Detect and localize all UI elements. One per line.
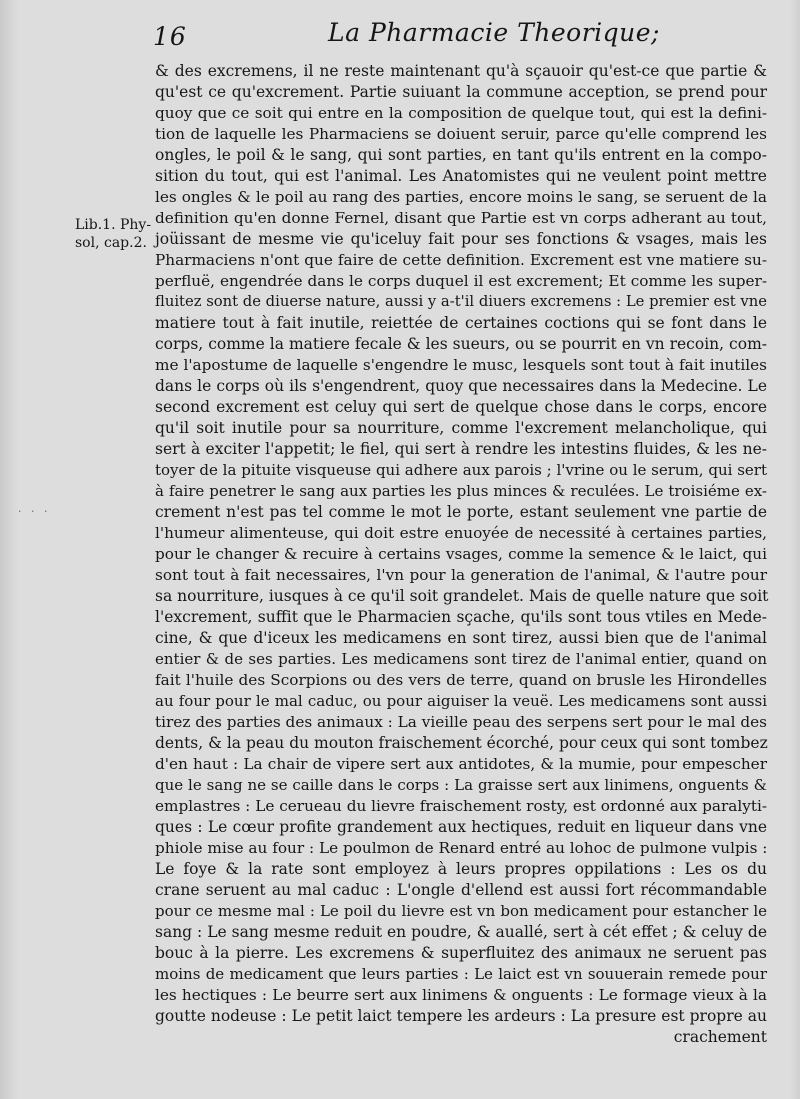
text-line: dans le corps où ils s'engendrent, quoy que necessaires dans la Medecine. Le <box>155 377 767 395</box>
text-line: emplastres : Le cerueau du lievre fraischement rosty, est ordonné aux paralyti- <box>155 797 767 815</box>
text-line: crement n'est pas tel comme le mot le porte, estant seulement vne partie de <box>155 503 767 521</box>
text-line: matiere tout à fait inutile, reiettée de certaines coctions qui se font dans le <box>155 314 767 332</box>
text-line: goutte nodeuse : Le petit laict tempere les ardeurs : La presure est propre au <box>155 1007 767 1025</box>
text-line: pour le changer & recuire à certains vsages, comme la semence & le laict, qui <box>155 545 767 563</box>
text-line: sa nourriture, iusques à ce qu'il soit grandelet. Mais de quelle nature que soit <box>155 587 769 605</box>
text-line: que le sang ne se caille dans le corps : La graisse sert aux linimens, onguents & <box>155 776 767 794</box>
text-line: perfluë, engendrée dans le corps duquel il est excrement; Et comme les super- <box>155 272 767 290</box>
text-line: fluitez sont de diuerse nature, aussi y a-t'il diuers excremens : Le premier est vne <box>155 293 767 310</box>
page-edge-mark <box>795 742 798 752</box>
text-line: qu'est ce qu'excrement. Partie suiuant la commune acception, se prend pour <box>155 83 767 101</box>
text-line: corps, comme la matiere fecale & les sueurs, ou se pourrit en vn recoin, com- <box>155 335 767 353</box>
marginal-note-line-1: Lib.1. Phy- <box>75 217 152 233</box>
running-title: La Pharmacie Theorique; <box>328 18 660 47</box>
text-line: sont tout à fait necessaires, l'vn pour la generation de l'animal, & l'autre pour <box>155 566 767 584</box>
text-line: cine, & que d'iceux les medicamens en sont tirez, aussi bien que de l'animal <box>155 629 767 647</box>
text-line: joüissant de mesme vie qu'iceluy fait pour ses fonctions & vsages, mais les <box>155 230 767 248</box>
text-line: entier & de ses parties. Les medicamens sont tirez de l'animal entier, quand on <box>155 650 767 668</box>
marginal-note-line-2: sol, cap.2. <box>75 235 147 251</box>
text-line: à faire penetrer le sang aux parties les plus minces & reculées. Le troisiéme ex- <box>155 482 767 500</box>
text-line: dents, & la peau du mouton fraischement écorché, pour ceux qui sont tombez <box>155 734 768 752</box>
text-line: l'excrement, suffit que le Pharmacien sçache, qu'ils sont tous vtiles en Mede- <box>155 608 767 626</box>
faint-margin-mark: · · · <box>18 505 51 518</box>
page-number: 16 <box>153 22 187 51</box>
text-line: sang : Le sang mesme reduit en poudre, & auallé, sert à cét effet ; & celuy de <box>155 923 767 941</box>
text-line: pour ce mesme mal : Le poil du lievre est vn bon medicament pour estancher le <box>155 902 767 920</box>
text-line: phiole mise au four : Le poulmon de Renard entré au lohoc de pulmone vulpis : <box>155 839 768 857</box>
text-line: moins de medicament que leurs parties : Le laict est vn souuerain remede pour <box>155 965 767 983</box>
text-line: Pharmaciens n'ont que faire de cette definition. Excrement est vne matiere su- <box>155 251 767 269</box>
text-line: me l'apostume de laquelle s'engendre le musc, lesquels sont tout à fait inutiles <box>155 356 767 374</box>
text-line: tirez des parties des animaux : La vieille peau des serpens sert pour le mal des <box>155 713 767 731</box>
text-line: toyer de la pituite visqueuse qui adhere aux parois ; l'vrine ou le serum, qui sert <box>155 461 767 479</box>
text-line: & des excremens, il ne reste maintenant qu'à sçauoir qu'est-ce que partie & <box>155 62 767 80</box>
text-line: les hectiques : Le beurre sert aux linimens & onguents : Le formage vieux à la <box>155 986 767 1004</box>
text-line: sition du tout, qui est l'animal. Les Anatomistes qui ne veulent point mettre <box>155 167 767 185</box>
text-line: bouc à la pierre. Les excremens & superfluitez des animaux ne seruent pas <box>155 944 767 962</box>
text-line: Le foye & la rate sont employez à leurs propres oppilations : Les os du <box>155 860 767 878</box>
text-line: fait l'huile des Scorpions ou des vers de terre, quand on brusle les Hirondelles <box>155 671 767 689</box>
text-line: crachement <box>673 1028 767 1046</box>
text-line: crane seruent au mal caduc : L'ongle d'ellend est aussi fort récommandable <box>155 881 767 899</box>
text-line: ques : Le cœur profite grandement aux hectiques, reduit en liqueur dans vne <box>155 818 767 836</box>
text-line: definition qu'en donne Fernel, disant que Partie est vn corps adherant au tout, <box>155 209 767 227</box>
text-line: second excrement est celuy qui sert de quelque chose dans le corps, encore <box>155 398 767 416</box>
text-line: quoy que ce soit qui entre en la composition de quelque tout, qui est la defini- <box>155 104 767 122</box>
text-line: tion de laquelle les Pharmaciens se doiuent seruir, parce qu'elle comprend les <box>155 125 767 143</box>
text-line: au four pour le mal caduc, ou pour aiguiser la veuë. Les medicamens sont aussi <box>155 692 767 710</box>
text-line: qu'il soit inutile pour sa nourriture, comme l'excrement melancholique, qui <box>155 419 767 437</box>
text-line: d'en haut : La chair de vipere sert aux antidotes, & la mumie, pour empescher <box>155 755 767 773</box>
text-line: l'humeur alimenteuse, qui doit estre enuoyée de necessité à certaines parties, <box>155 524 767 542</box>
text-line: sert à exciter l'appetit; le fiel, qui sert à rendre les intestins fluides, & les ne- <box>155 440 767 458</box>
text-line: ongles, le poil & le sang, qui sont parties, en tant qu'ils entrent en la compo- <box>155 146 767 164</box>
text-line: les ongles & le poil au rang des parties, encore moins le sang, se seruent de la <box>155 188 767 206</box>
